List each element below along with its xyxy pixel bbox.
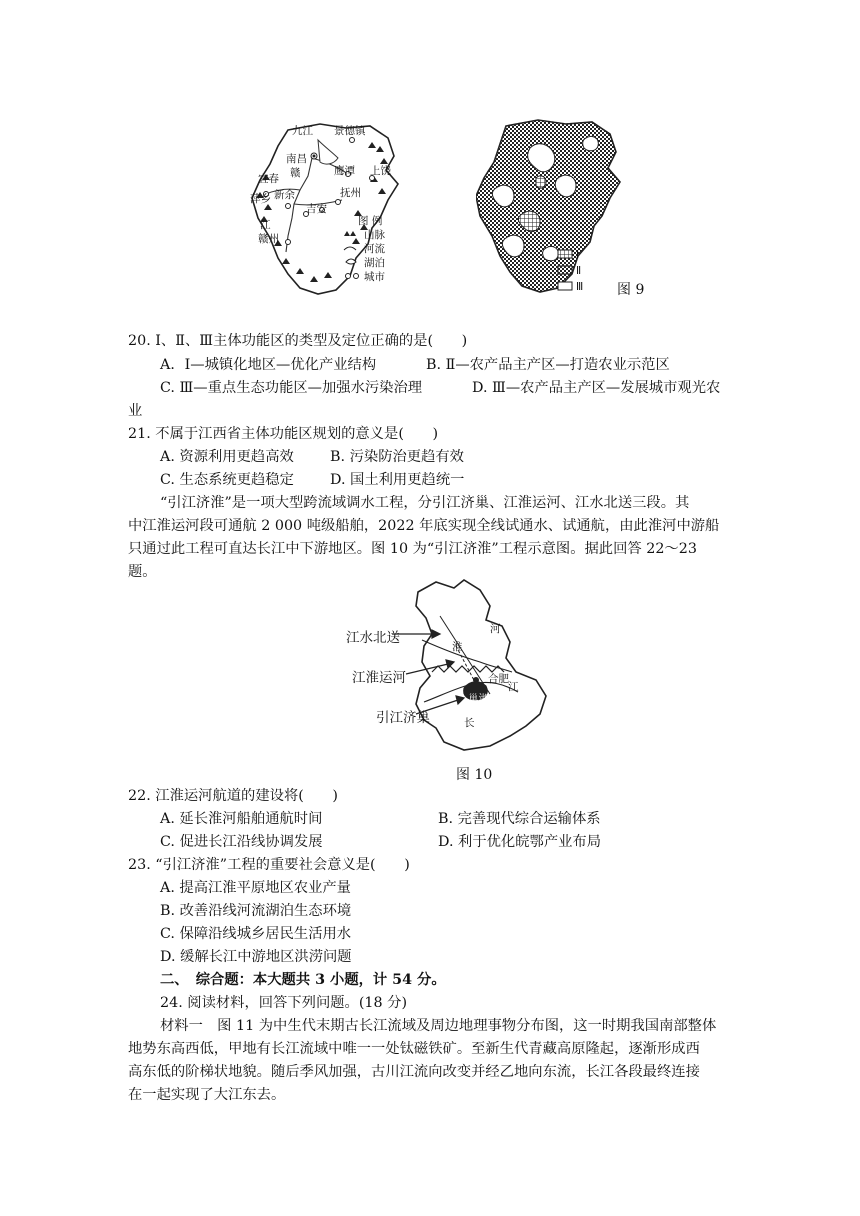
q21-stem: 21. 不属于江西省主体功能区规划的意义是( ) bbox=[128, 426, 439, 442]
q24-stem: 24. 阅读材料，回答下列问题。(18 分) bbox=[160, 995, 408, 1011]
q22-stem: 22. 江淮运河航道的建设将( ) bbox=[128, 788, 338, 804]
map10-label: 江 bbox=[508, 681, 519, 693]
figure-10-caption: 图 10 bbox=[456, 767, 493, 783]
q22-option-d: D. 利于优化皖鄂产业布局 bbox=[438, 834, 602, 850]
legend-title: 图 例 bbox=[358, 215, 383, 227]
passage-line: 题。 bbox=[128, 564, 157, 580]
zone-map bbox=[476, 118, 636, 298]
map10-label: 巢湖 bbox=[468, 693, 489, 705]
q20-option-d: D. Ⅲ—农产品主产区—发展城市观光农 bbox=[472, 380, 721, 396]
map-label: 吉安 bbox=[306, 203, 327, 215]
map-label: 赣 bbox=[290, 167, 301, 179]
legend-mountain: 山脉 bbox=[364, 229, 385, 241]
legend-city: 城市 bbox=[364, 271, 385, 283]
section-heading: 二、 综合题：本大题共 3 小题，计 54 分。 bbox=[160, 972, 446, 988]
q20-stem: 20. Ⅰ、Ⅱ、Ⅲ主体功能区的类型及定位正确的是( ) bbox=[128, 333, 468, 349]
map-label: 江 bbox=[260, 219, 271, 231]
q23-option-a: A. 提高江淮平原地区农业产量 bbox=[160, 880, 351, 896]
map-label: 抚州 bbox=[340, 187, 361, 199]
legend-river: 河流 bbox=[364, 243, 385, 255]
q22-option-b: B. 完善现代综合运输体系 bbox=[438, 811, 601, 827]
zone-legend-3: Ⅲ bbox=[576, 281, 584, 293]
map-label: 鹰潭 bbox=[334, 165, 355, 177]
q21-option-b: B. 污染防治更趋有效 bbox=[330, 449, 464, 465]
map10-label: 淮 bbox=[452, 641, 463, 653]
q23-option-d: D. 缓解长江中游地区洪涝问题 bbox=[160, 949, 352, 965]
map10-label: 河 bbox=[490, 623, 501, 635]
q21-option-a: A. 资源利用更趋高效 bbox=[160, 449, 294, 465]
map-label: 南昌 bbox=[286, 153, 307, 165]
q20-option-d-cont: 业 bbox=[128, 403, 143, 419]
figure-9 bbox=[248, 118, 668, 303]
legend-lake: 湖泊 bbox=[364, 257, 385, 269]
q24-material-line: 材料一 图 11 为中生代末期古长江流域及周边地理事物分布图，这一时期我国南部整体 bbox=[160, 1018, 717, 1034]
map-label: 赣州 bbox=[258, 233, 279, 245]
q24-material-line: 在一起实现了大江东去。 bbox=[128, 1087, 286, 1103]
q24-material-line: 地势东高西低，甲地有长江流域中唯一一处钛磁铁矿。至新生代青藏高原隆起，逐渐形成西 bbox=[128, 1041, 700, 1057]
map10-label: 合肥 bbox=[488, 673, 509, 685]
map-label: 上饶 bbox=[370, 165, 391, 177]
fig10-label-chao: 引江济巢 bbox=[376, 710, 430, 726]
map-label: 新余 bbox=[274, 189, 295, 201]
map-label: 宜春 bbox=[258, 173, 279, 185]
map10-label: 长 bbox=[464, 717, 475, 729]
passage-line: “引江济淮”是一项大型跨流域调水工程，分引江济巢、江淮运河、江水北送三段。其 bbox=[160, 495, 690, 511]
q23-stem: 23. “引江济淮”工程的重要社会意义是( ) bbox=[128, 857, 410, 873]
map-label: 九江 bbox=[292, 125, 313, 137]
zone-legend-2: Ⅱ bbox=[576, 265, 582, 277]
q23-option-c: C. 保障沿线城乡居民生活用水 bbox=[160, 926, 352, 942]
jiangxi-map bbox=[248, 118, 428, 298]
q22-option-a: A. 延长淮河船舶通航时间 bbox=[160, 811, 323, 827]
fig10-label-north: 江水北送 bbox=[346, 630, 400, 646]
passage-line: 只通过此工程可直达长江中下游地区。图 10 为“引江济淮”工程示意图。据此回答 22～23 bbox=[128, 541, 697, 557]
passage-line: 中江淮运河段可通航 2 000 吨级船舶，2022 年底实现全线试通水、试通航，由此淮河中游船 bbox=[128, 518, 720, 534]
fig10-label-canal: 江淮运河 bbox=[352, 670, 406, 686]
q20-option-b: B. Ⅱ—农产品主产区—打造农业示范区 bbox=[426, 357, 670, 373]
q24-material-line: 高东低的阶梯状地貌。随后季风加强，古川江流向改变并经乙地向东流，长江各段最终连接 bbox=[128, 1064, 700, 1080]
q23-option-b: B. 改善沿线河流湖泊生态环境 bbox=[160, 903, 352, 919]
q22-option-c: C. 促进长江沿线协调发展 bbox=[160, 834, 323, 850]
figure-9-caption: 图 9 bbox=[617, 282, 645, 298]
q20-option-c: C. Ⅲ—重点生态功能区—加强水污染治理 bbox=[160, 380, 423, 396]
zone-legend-1: Ⅰ bbox=[576, 249, 580, 261]
map-label: 景德镇 bbox=[334, 125, 366, 137]
q21-option-d: D. 国土利用更趋统一 bbox=[330, 472, 465, 488]
map-label: 萍乡 bbox=[250, 193, 271, 205]
q20-option-a: A．Ⅰ—城镇化地区—优化产业结构 bbox=[160, 357, 377, 373]
q21-option-c: C. 生态系统更趋稳定 bbox=[160, 472, 294, 488]
